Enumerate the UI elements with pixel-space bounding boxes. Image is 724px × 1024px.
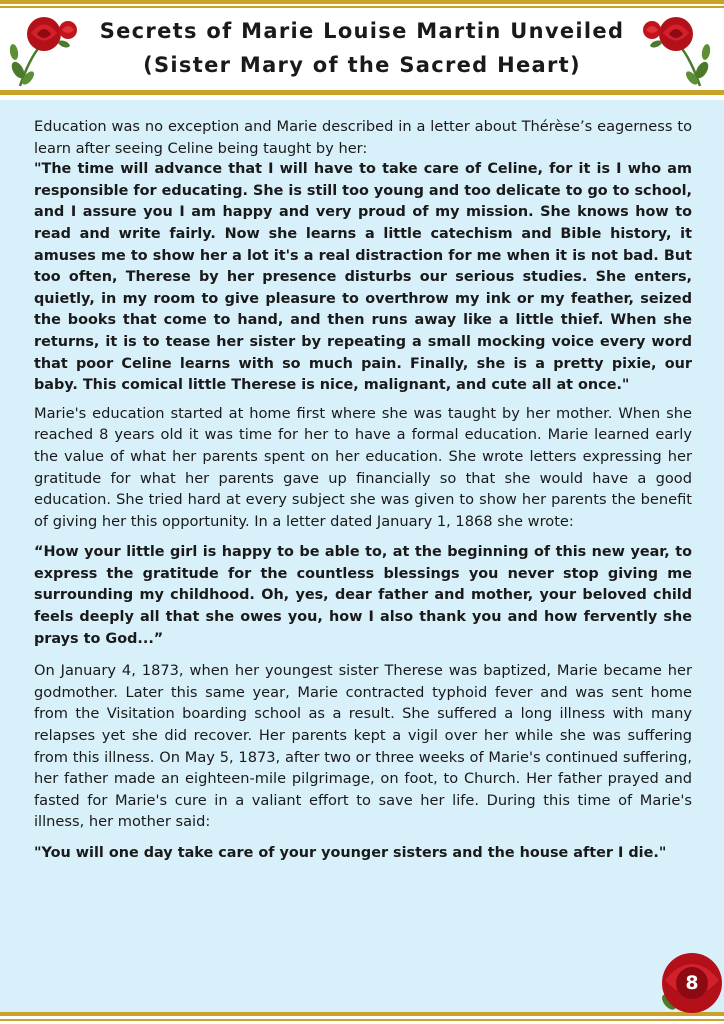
quote-letter-celine: "The time will advance that I will have to take care of Celine, for it is I who am responsible for educating. She is still too young and too delicate to go to school, and I assure you I am happy and very proud of my mission. She knows how to read and write fairly. Now she learns a little catechism and Bible history, it amuses me to show her a lot it's a real distraction for me when it is not bad. But too often, Therese by her presence disturbs our serious studies. She enters, quietly, in my room to give pleasure to overthrow my ink or my feather, seized the books that come to hand, and then runs away like a little thief. When she returns, it is to tease her sister by repeating a small mocking voice every word that poor Celine learns with so much pain. Finally, she is a pretty pixie, our baby. This comical little Therese is nice, malignant, and cute all at once." [34, 161, 692, 394]
paragraph-education: Marie's education started at home first where she was taught by her mother. When she reached 8 years old it was time for her to have a formal education. Marie learned early the value of what her parents spent on her education. She wrote letters expressing her gratitude for what her parents gave up financially so that she would have a good education. She tried hard at every subject she was given to show her parents the benefit of giving her this opportunity. In a letter dated January 1, 1868 she wrote: [34, 404, 692, 530]
quote-new-year-letter: “How your little girl is happy to be able to, at the beginning of this new year, to express the gratitude for the countless blessings you never stop giving me surrounding my childhood. Oh, yes, dear father and mother, your beloved child feels deeply all that she owes you, how I also thank you and how fervently she prays to God...” [34, 544, 692, 647]
top-border-inner [0, 6, 724, 8]
paragraph-illness: On January 4, 1873, when her youngest sister Therese was baptized, Marie became her godmother. Later this same year, Marie contracted typhoid fever and was sent home from the Visitation boarding school as a result. She suffered a long illness with many relapses yet she did recover. Her parents kept a vigil over her while she was suffering from this illness. On May 5, 1873, after two or three weeks of Marie's continued suffering, her father made an eighteen-mile pilgrimage, on foot, to Church. Her father prayed and fasted for Marie's cure in a valiant effort to save her life. During this time of Marie's illness, her mother said: [34, 662, 692, 831]
title-line-2: (Sister Mary of the Sacred Heart) [143, 53, 581, 77]
rose-icon [6, 8, 88, 90]
page-number: 8 [685, 972, 699, 994]
page-title [80, 14, 644, 82]
header-bottom-border [0, 90, 724, 95]
top-border [0, 0, 724, 4]
paragraph-intro: Education was no exception and Marie described in a letter about Thérèse’s eagerness to learn after seeing Celine being taught by her: [34, 118, 692, 157]
rose-icon [632, 8, 714, 90]
title-line-1: Secrets of Marie Louise Martin Unveiled [99, 19, 625, 43]
page-header [0, 0, 724, 98]
article-body [34, 116, 692, 865]
quote-mother: "You will one day take care of your younger sisters and the house after I die." [34, 845, 667, 861]
footer-border [0, 1012, 724, 1016]
footer-border-inner [0, 1019, 724, 1021]
